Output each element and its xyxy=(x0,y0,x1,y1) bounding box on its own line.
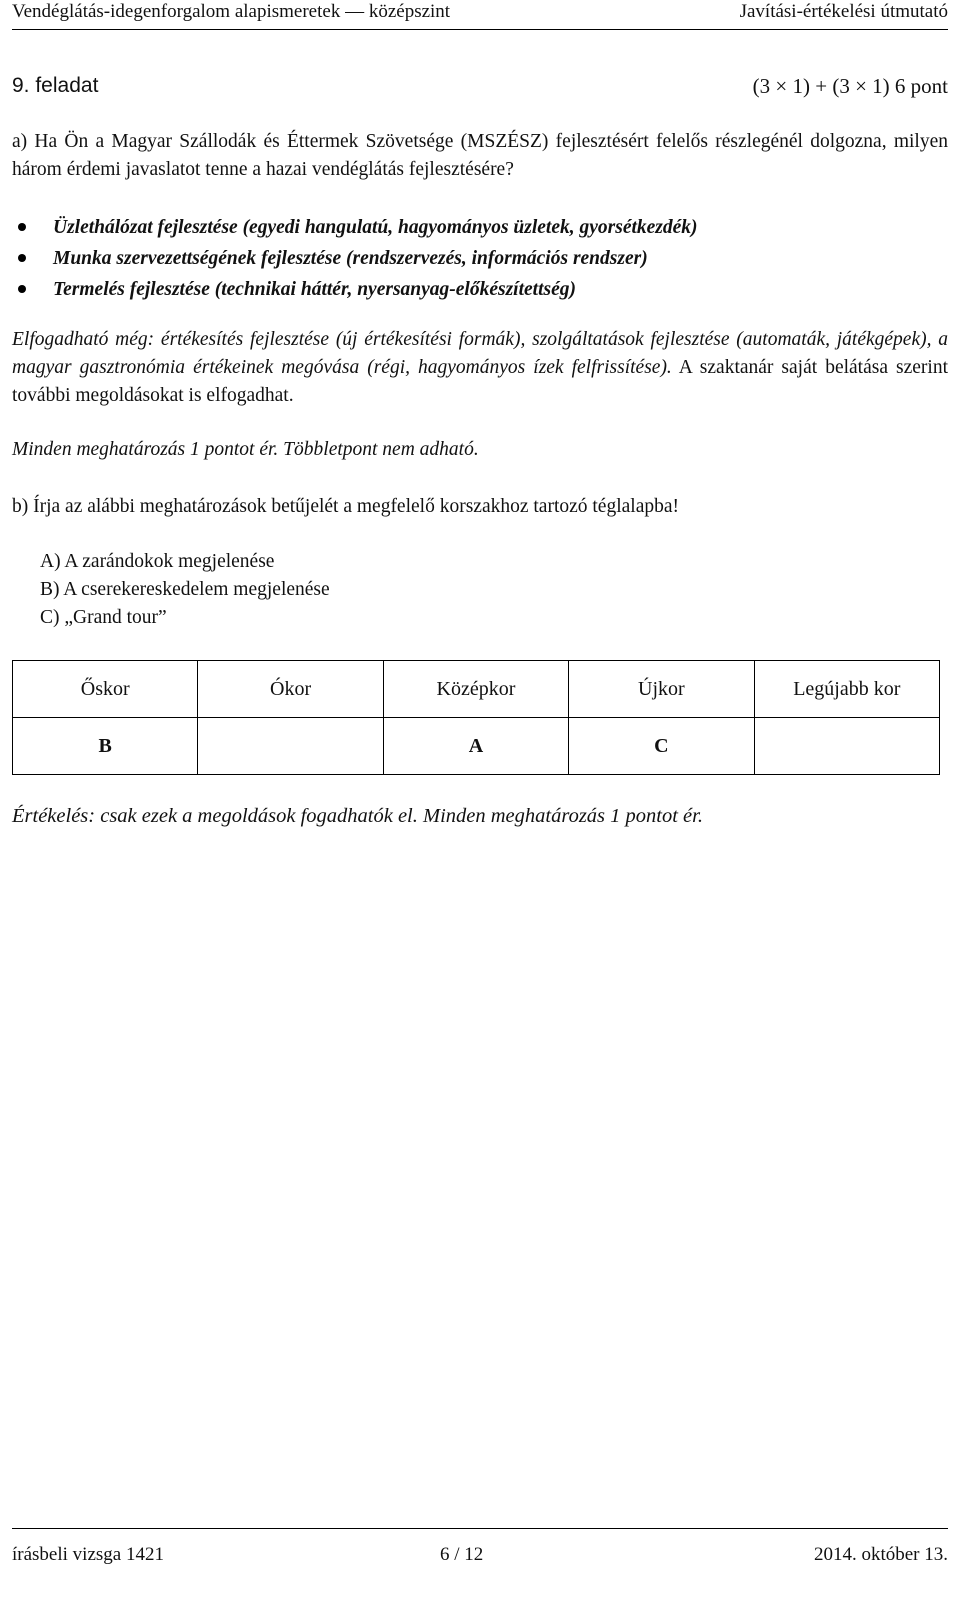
page-header-subtitle: Javítási-értékelési útmutató xyxy=(739,1,948,22)
era-cell-legujabb-kor: Legújabb kor xyxy=(754,661,939,718)
footer-page-number: 6 / 12 xyxy=(440,1544,484,1565)
era-answer-row xyxy=(13,718,940,775)
answer-cell-ujkor: C xyxy=(569,718,754,775)
bullet-icon xyxy=(18,254,26,262)
evaluation-note: Értékelés: csak ezek a megoldások fogadhatók el. Minden meghatározás 1 pontot ér. xyxy=(12,805,703,827)
era-cell-kozepkor: Középkor xyxy=(383,661,568,718)
era-header-row xyxy=(13,661,940,718)
answer-text: Munka szervezettségének fejlesztése (rendszervezés, információs rendszer) xyxy=(53,248,648,269)
answer-cell-oskor: B xyxy=(13,718,198,775)
answer-cell-legujabb-kor xyxy=(754,718,939,775)
bullet-icon xyxy=(18,285,26,293)
answer-text: Termelés fejlesztése (technikai háttér, nyersanyag-előkészítettség) xyxy=(53,279,576,300)
footer-date: 2014. október 13. xyxy=(813,1544,948,1565)
footer-rule xyxy=(12,1528,948,1529)
bullet-icon xyxy=(18,223,26,231)
acceptable-normal: A szaktanár saját belátása szerint további megoldásokat is elfogadhat. xyxy=(12,357,948,406)
answer-item xyxy=(18,276,576,304)
answer-cell-okor xyxy=(198,718,383,775)
era-table xyxy=(12,660,940,775)
footer-exam-id: írásbeli vizsga 1421 xyxy=(12,1544,164,1565)
scoring-note: Minden meghatározás 1 pontot ér. Többletpont nem adható. xyxy=(12,439,479,460)
acceptable-italic: Elfogadható még: értékesítés fejlesztése (új értékesítési formák), szolgáltatások fejlesztése (automaták, játékgépek), a magyar gasztronómia értékeinek megóvása (régi, hagyományos ízek felfrissítése). xyxy=(12,329,948,378)
answer-text: Üzlethálózat fejlesztése (egyedi hangulatú, hagyományos üzletek, gyorsétkezdék) xyxy=(53,217,698,238)
option-b: B) A cserekereskedelem megjelenése xyxy=(40,579,330,600)
part-b-question: b) Írja az alábbi meghatározások betűjelét a megfelelő korszakhoz tartozó téglalapba! xyxy=(12,496,680,517)
task-points: (3 × 1) + (3 × 1) 6 pont xyxy=(752,74,948,98)
task-title: 9. feladat xyxy=(12,74,99,97)
answer-cell-kozepkor: A xyxy=(383,718,568,775)
answer-item xyxy=(18,245,648,273)
option-c: C) „Grand tour” xyxy=(40,607,167,628)
era-cell-oskor: Őskor xyxy=(13,661,198,718)
header-rule xyxy=(12,29,948,30)
option-a: A) A zarándokok megjelenése xyxy=(40,551,275,572)
acceptable-answers xyxy=(12,326,948,410)
answer-item xyxy=(18,214,698,242)
era-cell-ujkor: Újkor xyxy=(569,661,754,718)
page-header-title: Vendéglátás-idegenforgalom alapismeretek — középszint xyxy=(12,1,451,22)
era-cell-okor: Ókor xyxy=(198,661,383,718)
part-a-question: a) Ha Ön a Magyar Szállodák és Éttermek Szövetsége (MSZÉSZ) fejlesztésért felelős részlegénél dolgozna, milyen három érdemi javaslatot tenne a hazai vendéglátás fejlesztésére? xyxy=(12,131,948,180)
